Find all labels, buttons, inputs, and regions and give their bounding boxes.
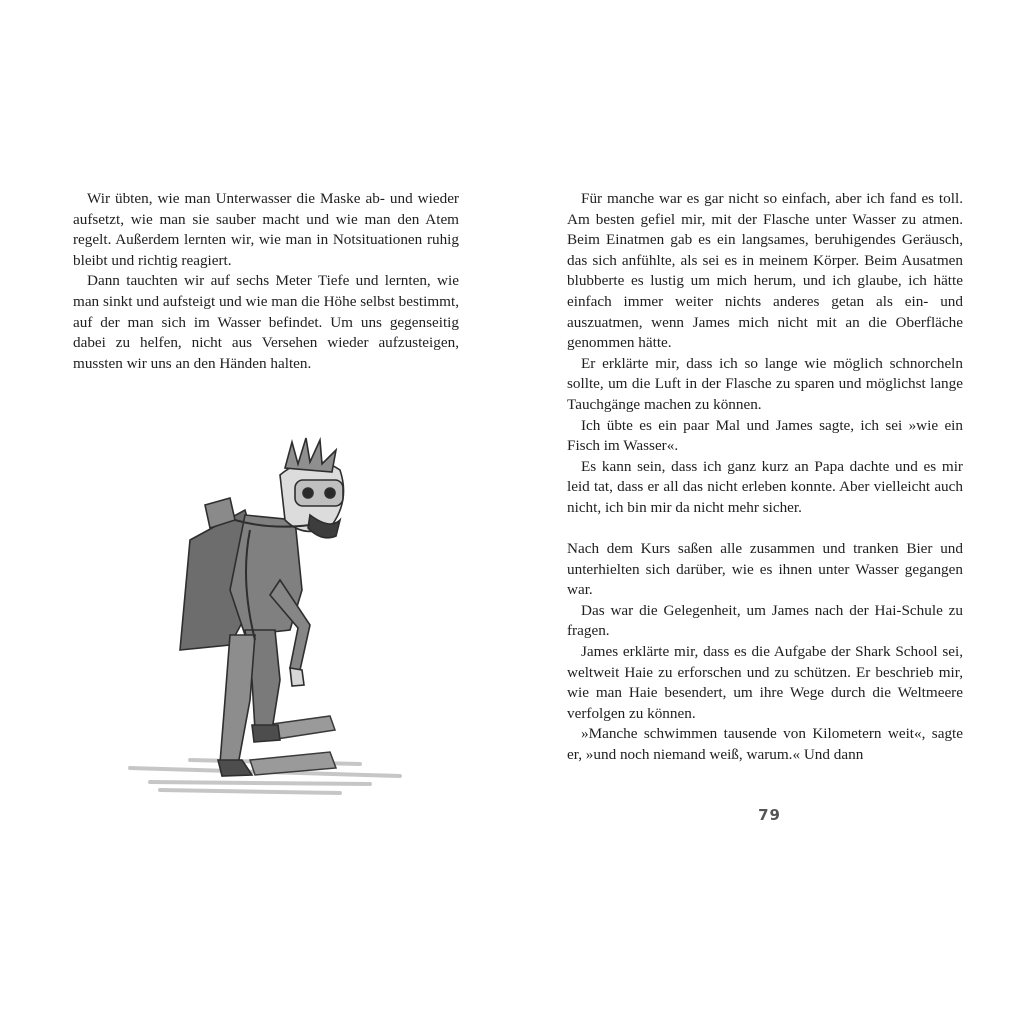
paragraph: Nach dem Kurs saßen alle zusammen und tranken Bier und unterhielten sich darüber, wie es ihnen unter Wasser gegangen war. [567, 540, 963, 599]
paragraph: Das war die Gelegenheit, um James nach der Hai-Schule zu fragen. [567, 601, 963, 640]
paragraph: »Manche schwimmen tausende von Kilometern weit«, sagte er, »und noch niemand weiß, warum.« Und dann [567, 725, 963, 764]
paragraph: James erklärte mir, dass es die Aufgabe der Shark School sei, weltweit Haie zu erforschen und zu schützen. Er beschrieb mir, wie man Haie besendert, um ihre Wege durch die Weltmeere verfolgen zu können. [567, 643, 963, 722]
paragraph: Wir übten, wie man Unterwasser die Maske ab- und wieder aufsetzt, wie man sie sauber macht und wie man den Atem regelt. Außerdem lernten wir, wie man in Notsituationen ruhig bleibt und richtig reagiert. [73, 190, 459, 269]
paragraph: Er erklärte mir, dass ich so lange wie möglich schnorcheln sollte, um die Luft in der Flasche zu sparen und möglichst lange Tauchgänge machen zu können. [567, 354, 963, 413]
paragraph: Dann tauchten wir auf sechs Meter Tiefe und lernten, wie man sinkt und aufsteigt und wie man die Höhe selbst bestimmt, auf der man sich im Wasser befindet. Um uns gegenseitig dabei zu helfen, nicht aus Versehen wieder aufzusteigen, mussten wir uns an den Händen halten. [73, 272, 459, 372]
paragraph: Es kann sein, dass ich ganz kurz an Papa dachte und es mir leid tat, dass er all das nicht erleben konnte. Aber vielleicht auch nicht, ich bin mir da nicht mehr sicher. [567, 457, 963, 516]
right-page [512, 0, 1024, 1024]
paragraph: Ich übte es ein paar Mal und James sagte, ich sei »wie ein Fisch im Wasser«. [567, 416, 963, 455]
left-page-text [73, 189, 459, 374]
page-number: 79 [758, 806, 781, 824]
scuba-diver-illustration [40, 380, 510, 840]
right-page-text [567, 189, 963, 766]
paragraph: Für manche war es gar nicht so einfach, aber ich fand es toll. Am besten gefiel mir, mit der Flasche unter Wasser zu atmen. Beim Einatmen gab es ein langsames, beruhigendes Geräusch, das sich anfühlte, als sei es in meinem Körper. Beim Ausatmen blubberte es lustig um mich herum, und ich glaube, ich hätte einfach immer weiter nichts anderes getan als ein- und auszuatmen, wenn James mich nicht mit an die Oberfläche genommen hätte. [567, 190, 963, 352]
